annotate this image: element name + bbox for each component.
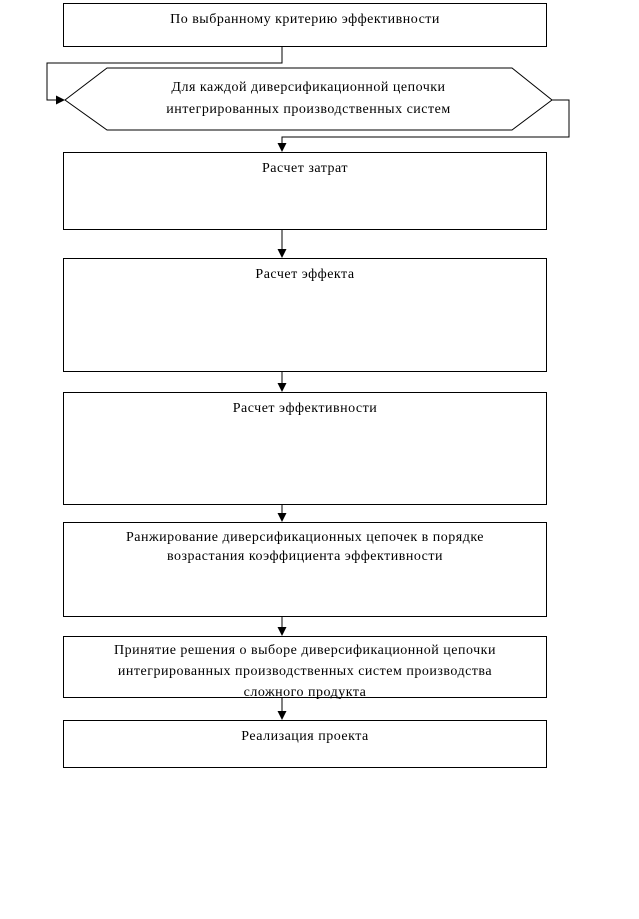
node-criterion xyxy=(63,3,547,47)
arrowhead-into-implementation xyxy=(278,711,287,720)
arrowhead-into-ranking xyxy=(278,513,287,522)
arrowhead-into-calc-effect xyxy=(278,249,287,258)
node-decision-line1: Принятие решения о выборе диверсификационной цепочки xyxy=(114,643,496,658)
arrowhead-into-calc-costs xyxy=(278,143,287,152)
node-loop-header-line2: интегрированных производственных систем xyxy=(166,102,451,117)
arrowhead-into-decision xyxy=(278,627,287,636)
arrowhead-into-loop xyxy=(56,96,65,105)
node-ranking-line2: возрастания коэффициента эффективности xyxy=(166,549,444,564)
node-ranking-line1: Ранжирование диверсификационных цепочек в порядке xyxy=(125,530,485,545)
node-calc-effect xyxy=(63,258,547,372)
node-implementation-text: Реализация проекта xyxy=(241,729,369,744)
node-implementation xyxy=(63,720,547,768)
node-criterion-text: По выбранному критерию эффективности xyxy=(170,12,440,27)
node-loop-header xyxy=(80,77,537,121)
node-calc-efficiency-text: Расчет эффективности xyxy=(232,401,378,416)
arrowhead-into-calc-efficiency xyxy=(278,383,287,392)
node-decision-line3: сложного продукта xyxy=(243,685,367,700)
node-ranking xyxy=(63,522,547,617)
node-decision-line2: интегрированных производственных систем производства xyxy=(117,664,493,679)
node-calc-effect-text: Расчет эффекта xyxy=(255,267,355,282)
node-decision xyxy=(63,636,547,698)
node-calc-efficiency xyxy=(63,392,547,505)
node-calc-costs xyxy=(63,152,547,230)
node-calc-costs-text: Расчет затрат xyxy=(262,161,348,176)
node-loop-header-line1: Для каждой диверсификационной цепочки xyxy=(171,80,446,95)
